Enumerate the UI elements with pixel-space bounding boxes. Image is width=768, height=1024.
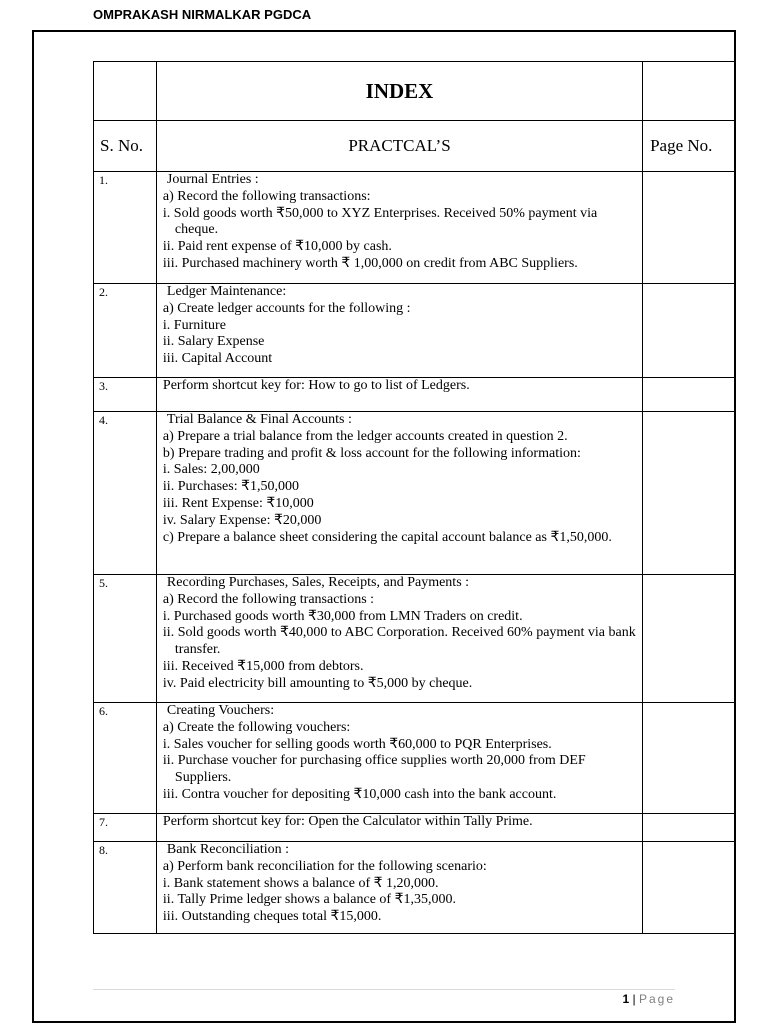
practical-line: iii. Purchased machinery worth ₹ 1,00,000 on credit from ABC Suppliers.: [162, 255, 578, 271]
practical-line: b) Prepare trading and profit & loss account for the following information:: [162, 445, 581, 461]
page-number-cell: [643, 575, 735, 703]
practical-line: ii. Sold goods worth ₹40,000 to ABC Corporation. Received 60% payment via bank transfer.: [162, 625, 636, 658]
practical-line: iii. Received ₹15,000 from debtors.: [162, 658, 364, 674]
practical-cell: [156, 284, 642, 378]
practical-line: i. Purchased goods worth ₹30,000 from LMN Traders on credit.: [162, 608, 523, 624]
footer-divider: [93, 989, 675, 990]
column-header-practical: PRACTCAL’S: [156, 121, 642, 172]
practical-cell: [156, 172, 642, 284]
page-footer: [622, 992, 675, 1006]
page-number-cell: [643, 842, 735, 934]
practical-line: a) Record the following transactions:: [162, 188, 371, 204]
practical-cell: [156, 412, 642, 575]
page-number-cell: [643, 412, 735, 575]
practical-cell: [156, 703, 642, 814]
practical-line: ii. Purchases: ₹1,50,000: [162, 479, 299, 495]
index-table: [93, 61, 735, 934]
column-header-sno: S. No.: [94, 121, 157, 172]
table-row: [94, 575, 735, 703]
header-row: [94, 121, 735, 172]
practical-cell: [156, 378, 642, 412]
practical-line: iii. Capital Account: [162, 351, 273, 367]
table-row: [94, 284, 735, 378]
page-number-cell: [643, 378, 735, 412]
practical-title: Perform shortcut key for: Open the Calculator within Tally Prime.: [162, 814, 533, 829]
practical-line: a) Create the following vouchers:: [162, 719, 351, 735]
practical-title: Recording Purchases, Sales, Receipts, and Payments :: [166, 575, 470, 590]
practical-cell: [156, 814, 642, 842]
practical-line: ii. Tally Prime ledger shows a balance of ₹1,35,000.: [162, 892, 456, 908]
practical-line: iii. Outstanding cheques total ₹15,000.: [162, 909, 382, 925]
serial-number: 1.: [94, 172, 157, 284]
practical-title: Ledger Maintenance:: [166, 284, 287, 299]
practical-title: Bank Reconciliation :: [166, 842, 290, 857]
practical-line: ii. Purchase voucher for purchasing office supplies worth 20,000 from DEF Suppliers.: [162, 753, 586, 786]
practical-line: iv. Salary Expense: ₹20,000: [162, 512, 322, 528]
serial-number: 3.: [94, 378, 157, 412]
page-number: 1: [622, 992, 630, 1006]
serial-number: 4.: [94, 412, 157, 575]
practical-title: Journal Entries :: [166, 172, 259, 187]
practical-cell: [156, 575, 642, 703]
practical-line: a) Create ledger accounts for the following :: [162, 300, 411, 316]
practical-title: Trial Balance & Final Accounts :: [166, 412, 352, 427]
page-number-cell: [643, 814, 735, 842]
page-number-cell: [643, 703, 735, 814]
title-empty-left: [94, 62, 157, 121]
practical-line: iv. Paid electricity bill amounting to ₹5,000 by cheque.: [162, 675, 473, 691]
practical-line: i. Sold goods worth ₹50,000 to XYZ Enterprises. Received 50% payment via cheque.: [162, 205, 598, 238]
page-number-cell: [643, 172, 735, 284]
page-label: Page: [638, 992, 675, 1006]
index-title: INDEX: [156, 62, 642, 121]
column-header-page: Page No.: [643, 121, 735, 172]
serial-number: 2.: [94, 284, 157, 378]
document-header: OMPRAKASH NIRMALKAR PGDCA: [93, 7, 312, 22]
practical-title: Creating Vouchers:: [166, 703, 275, 718]
serial-number: 7.: [94, 814, 157, 842]
practical-line: a) Perform bank reconciliation for the following scenario:: [162, 858, 487, 874]
practical-line: c) Prepare a balance sheet considering the capital account balance as ₹1,50,000.: [162, 529, 612, 545]
serial-number: 5.: [94, 575, 157, 703]
serial-number: 6.: [94, 703, 157, 814]
footer-separator: |: [632, 992, 636, 1006]
table-row: [94, 814, 735, 842]
practical-title: Perform shortcut key for: How to go to list of Ledgers.: [162, 378, 470, 393]
practical-line: iii. Rent Expense: ₹10,000: [162, 495, 314, 511]
title-empty-right: [643, 62, 735, 121]
table-row: [94, 703, 735, 814]
title-row: [94, 62, 735, 121]
table-row: [94, 842, 735, 934]
practical-line: i. Furniture: [162, 317, 226, 333]
practical-line: a) Prepare a trial balance from the ledger accounts created in question 2.: [162, 428, 568, 444]
serial-number: 8.: [94, 842, 157, 934]
table-row: [94, 172, 735, 284]
page-number-cell: [643, 284, 735, 378]
practical-line: iii. Contra voucher for depositing ₹10,000 cash into the bank account.: [162, 786, 557, 802]
practical-line: i. Sales voucher for selling goods worth ₹60,000 to PQR Enterprises.: [162, 736, 552, 752]
table-row: [94, 378, 735, 412]
practical-line: a) Record the following transactions :: [162, 591, 375, 607]
practical-line: ii. Salary Expense: [162, 334, 265, 350]
table-row: [94, 412, 735, 575]
practical-line: ii. Paid rent expense of ₹10,000 by cash.: [162, 239, 392, 255]
practical-cell: [156, 842, 642, 934]
practical-line: i. Sales: 2,00,000: [162, 462, 260, 478]
practical-line: i. Bank statement shows a balance of ₹ 1,20,000.: [162, 875, 439, 891]
